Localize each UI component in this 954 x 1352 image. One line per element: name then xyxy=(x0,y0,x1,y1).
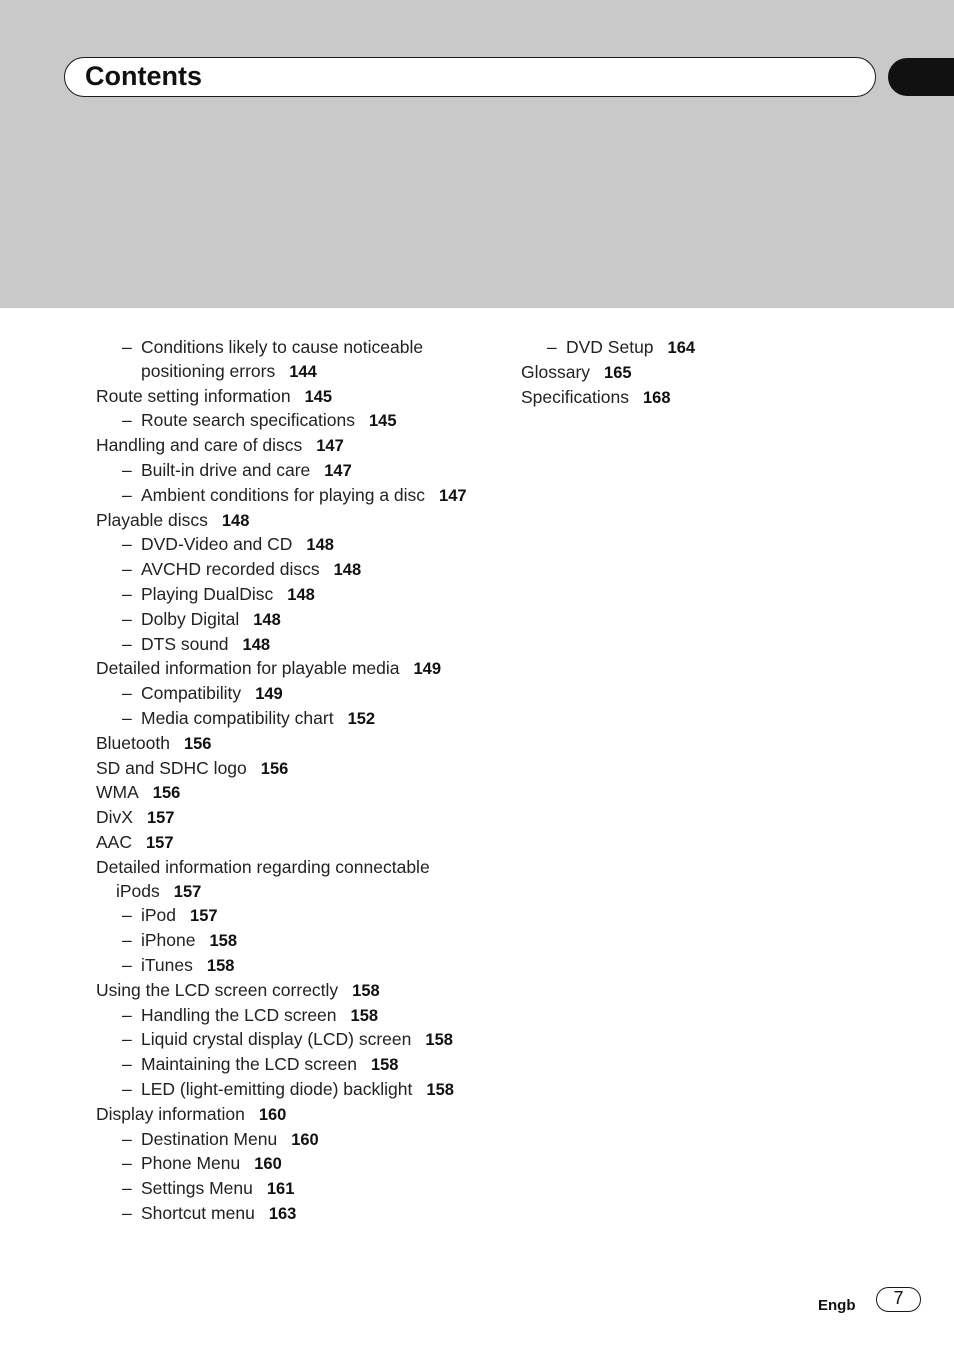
toc-column-right xyxy=(521,336,821,410)
toc-subentry[interactable] xyxy=(96,904,476,929)
dash-bullet: – xyxy=(122,459,132,480)
toc-subentry[interactable] xyxy=(96,682,476,707)
toc-entry[interactable] xyxy=(521,386,821,411)
toc-entry-label: Detailed information for playable media xyxy=(96,658,400,679)
toc-entry-label: Settings Menu xyxy=(141,1178,253,1199)
toc-entry-label: Destination Menu xyxy=(141,1128,278,1149)
toc-subentry[interactable] xyxy=(96,1028,476,1053)
toc-entry-page: 163 xyxy=(268,1204,297,1223)
toc-entry-label: Route setting information xyxy=(96,385,291,406)
toc-entry-label: Specifications xyxy=(521,386,629,407)
toc-entry-page: 157 xyxy=(190,907,218,926)
dash-bullet: – xyxy=(122,1153,132,1174)
toc-subentry[interactable] xyxy=(96,929,476,954)
header-band xyxy=(0,0,954,308)
toc-entry-page: 164 xyxy=(667,339,696,357)
toc-entry[interactable] xyxy=(96,434,476,459)
toc-entry-page: 145 xyxy=(369,412,397,431)
toc-entry-label: Playable discs xyxy=(96,509,208,530)
dash-bullet: – xyxy=(122,707,132,728)
toc-subentry[interactable] xyxy=(96,1078,476,1103)
toc-entry-page: 168 xyxy=(642,388,671,407)
toc-subentry[interactable] xyxy=(96,484,476,509)
toc-entry-label: DTS sound xyxy=(141,633,229,654)
dash-bullet: – xyxy=(122,930,132,951)
toc-entry-page: 148 xyxy=(306,536,334,555)
toc-entry-label: Bluetooth xyxy=(96,732,170,753)
dash-bullet: – xyxy=(122,1078,132,1099)
dash-bullet: – xyxy=(122,683,132,704)
toc-entry-label: AAC xyxy=(96,831,132,852)
toc-subentry[interactable] xyxy=(96,1053,476,1078)
toc-entry-label: AVCHD recorded discs xyxy=(141,559,320,580)
toc-entry-label: SD and SDHC logo xyxy=(96,757,247,778)
toc-entry-label: Display information xyxy=(96,1103,245,1124)
dash-bullet: – xyxy=(122,1004,132,1025)
toc-subentry[interactable] xyxy=(96,409,476,434)
toc-entry-page: 158 xyxy=(425,1031,453,1050)
toc-subentry[interactable] xyxy=(521,336,821,361)
dash-bullet: – xyxy=(122,534,132,555)
toc-entry-label: iPhone xyxy=(141,930,196,951)
toc-entry-page: 148 xyxy=(333,561,362,580)
toc-entry-page: 158 xyxy=(352,981,380,1000)
toc-entry-page: 144 xyxy=(289,362,317,381)
toc-entry[interactable] xyxy=(96,657,476,682)
toc-column-left xyxy=(96,336,476,1227)
toc-entry-page: 145 xyxy=(304,387,333,406)
dash-bullet: – xyxy=(122,1128,132,1149)
toc-subentry[interactable] xyxy=(96,1177,476,1202)
toc-subentry[interactable] xyxy=(96,1202,476,1227)
toc-entry-label: Built-in drive and care xyxy=(141,459,311,480)
dash-bullet: – xyxy=(122,954,132,975)
dash-bullet: – xyxy=(122,410,132,431)
dash-bullet: – xyxy=(122,608,132,629)
toc-entry-page: 156 xyxy=(260,759,289,778)
toc-entry-label: Ambient conditions for playing a disc xyxy=(141,484,426,505)
toc-entry-label: iPod xyxy=(141,905,177,926)
toc-entry-page: 160 xyxy=(258,1105,287,1124)
dash-bullet: – xyxy=(122,1054,132,1075)
toc-entry-page: 148 xyxy=(253,610,281,629)
toc-entry-page: 149 xyxy=(255,685,283,704)
dash-bullet: – xyxy=(122,633,132,654)
toc-entry-page: 160 xyxy=(254,1155,282,1174)
toc-entry-page: 148 xyxy=(242,635,271,654)
toc-entry-label: Maintaining the LCD screen xyxy=(141,1054,357,1075)
toc-entry-label: DVD Setup xyxy=(566,337,654,357)
toc-subentry[interactable] xyxy=(96,1004,476,1029)
toc-subentry[interactable] xyxy=(96,608,476,633)
toc-entry-label: Media compatibility chart xyxy=(141,707,334,728)
toc-entry-label: Conditions likely to cause noticeable positioning errors xyxy=(141,337,424,381)
toc-subentry[interactable] xyxy=(96,1128,476,1153)
dash-bullet: – xyxy=(122,559,132,580)
toc-entry[interactable] xyxy=(96,831,476,856)
page-number: 7 xyxy=(876,1287,921,1312)
toc-entry-page: 158 xyxy=(209,932,238,951)
toc-entry-label: DVD-Video and CD xyxy=(141,534,293,555)
toc-entry-label: Glossary xyxy=(521,361,591,382)
toc-entry-page: 147 xyxy=(439,486,467,505)
toc-entry-label: Route search specifications xyxy=(141,410,355,431)
toc-entry-page: 157 xyxy=(146,809,175,828)
toc-entry-page: 148 xyxy=(287,585,315,604)
toc-entry[interactable] xyxy=(96,385,476,410)
toc-entry[interactable] xyxy=(96,732,476,757)
toc-entry[interactable] xyxy=(96,1103,476,1128)
toc-entry-label: Playing DualDisc xyxy=(141,583,274,604)
toc-entry-page: 149 xyxy=(413,660,442,679)
toc-subentry[interactable] xyxy=(96,1152,476,1177)
toc-entry-page: 158 xyxy=(426,1080,454,1099)
toc-entry[interactable] xyxy=(96,856,476,905)
dash-bullet: – xyxy=(122,1178,132,1199)
dash-bullet: – xyxy=(122,484,132,505)
toc-entry-label: WMA xyxy=(96,782,139,803)
toc-entry-page: 158 xyxy=(350,1006,379,1025)
dash-bullet: – xyxy=(122,1029,132,1050)
toc-entry-page: 157 xyxy=(145,833,174,852)
dash-bullet: – xyxy=(122,583,132,604)
toc-subentry[interactable] xyxy=(96,336,476,385)
language-code: Engb xyxy=(818,1297,856,1314)
toc-entry[interactable] xyxy=(96,979,476,1004)
toc-entry-page: 148 xyxy=(221,511,250,530)
toc-entry-page: 156 xyxy=(183,734,212,753)
toc-subentry[interactable] xyxy=(96,533,476,558)
toc-entry-label: iTunes xyxy=(141,954,193,975)
toc-subentry[interactable] xyxy=(96,583,476,608)
toc-subentry[interactable] xyxy=(96,558,476,583)
toc-entry-page: 147 xyxy=(316,437,344,456)
toc-entry-label: Compatibility xyxy=(141,683,242,704)
toc-entry-label: Liquid crystal display (LCD) screen xyxy=(141,1029,412,1050)
toc-entry-page: 156 xyxy=(152,784,181,803)
toc-entry[interactable] xyxy=(96,509,476,534)
dash-bullet: – xyxy=(122,337,132,357)
toc-entry-page: 157 xyxy=(173,882,202,901)
title-box xyxy=(64,57,876,97)
toc-entry-label: Detailed information regarding connectable iPods xyxy=(96,856,430,901)
toc-entry-page: 158 xyxy=(370,1056,399,1075)
dash-bullet: – xyxy=(122,905,132,926)
toc-entry-label: Handling the LCD screen xyxy=(141,1004,337,1025)
toc-entry-label: Phone Menu xyxy=(141,1153,241,1174)
toc-entry[interactable] xyxy=(96,806,476,831)
toc-subentry[interactable] xyxy=(96,954,476,979)
dash-bullet: – xyxy=(122,1202,132,1223)
toc-entry-label: Using the LCD screen correctly xyxy=(96,979,339,1000)
toc-entry-label: Dolby Digital xyxy=(141,608,240,629)
toc-entry[interactable] xyxy=(96,757,476,782)
toc-entry-label: DivX xyxy=(96,807,133,828)
toc-entry-page: 158 xyxy=(206,956,235,975)
toc-subentry[interactable] xyxy=(96,633,476,658)
toc-subentry[interactable] xyxy=(96,707,476,732)
toc-entry-label: Shortcut menu xyxy=(141,1202,255,1223)
page-title: Contents xyxy=(85,61,202,91)
toc-entry-page: 161 xyxy=(266,1180,295,1199)
toc-entry[interactable] xyxy=(96,781,476,806)
section-tab xyxy=(888,58,954,96)
toc-entry[interactable] xyxy=(521,361,821,386)
toc-subentry[interactable] xyxy=(96,459,476,484)
dash-bullet: – xyxy=(547,337,557,357)
toc-entry-page: 165 xyxy=(604,363,632,382)
toc-entry-page: 147 xyxy=(324,461,352,480)
toc-entry-page: 152 xyxy=(347,709,376,728)
toc-entry-label: Handling and care of discs xyxy=(96,435,303,456)
toc-entry-page: 160 xyxy=(291,1130,319,1149)
toc-entry-label: LED (light-emitting diode) backlight xyxy=(141,1078,413,1099)
